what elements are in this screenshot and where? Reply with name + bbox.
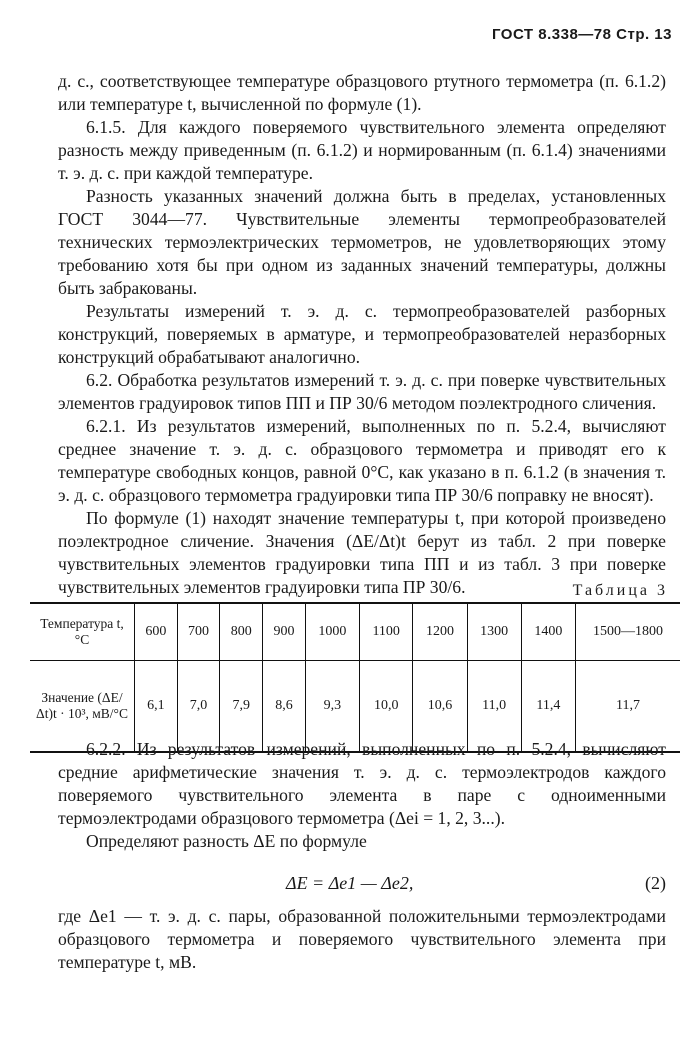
table-cell: 1200	[413, 603, 467, 661]
where-clause	[58, 905, 666, 974]
table-cell: 11,0	[467, 661, 521, 753]
where-line	[58, 905, 666, 974]
table-cell: 11,7	[576, 661, 681, 753]
table-cell: 800	[220, 603, 263, 661]
formula-2	[0, 873, 700, 901]
where-text: т. э. д. с. пары, образованной положительными термоэлектродами образцового термометра и поверяемого чувствительного элемента при температуре t, мВ.	[58, 906, 666, 972]
body-text-bottom	[58, 738, 666, 853]
paragraph-3: Разность указанных значений должна быть в пределах, установленных ГОСТ 3044—77. Чувствительные элементы термопреобразователей технических термоэлектрических термометров, не удовлетворяющих этому требованию хотя бы при одном из заданных значений температуры, должны быть забракованы.	[58, 186, 666, 298]
table-cell: 700	[177, 603, 220, 661]
table-cell: 6,1	[135, 661, 178, 753]
table-cell: 900	[263, 603, 306, 661]
table-cell: 1400	[521, 603, 575, 661]
paragraph-4: Результаты измерений т. э. д. с. термопреобразователей разборных конструкций, поверяемых в арматуре, и термопреобразователей неразборных конструкций обрабатывают аналогично.	[58, 301, 666, 367]
table-cell: 10,6	[413, 661, 467, 753]
temperature-table	[30, 602, 680, 753]
formula-expression: ΔE = Δe1 — Δe2,	[286, 873, 414, 893]
paragraph-8: 6.2.2. Из результатов измерений, выполненных по п. 5.2.4, вычисляют средние арифметические значения т. э. д. с. термоэлектродов каждого поверяемого чувствительного элемента в паре с одноименными термоэлектродами образцового термометра (Δei = 1, 2, 3...).	[58, 739, 666, 828]
table-caption: Таблица 3	[572, 582, 668, 599]
table-cell: 7,9	[220, 661, 263, 753]
paragraph-5: 6.2. Обработка результатов измерений т. э. д. с. при поверке чувствительных элементов градуировок типов ПП и ПР 30/6 методом поэлектродного сличения.	[58, 370, 666, 413]
paragraph-6: 6.2.1. Из результатов измерений, выполненных по п. 5.2.4, вычисляют среднее значение т. э. д. с. образцового термометра и приводят его к температуре свободных концов, равной 0°С, как указано в п. 6.1.2 (в значения т. э. д. с. образцового термометра градуировки типа ПР 30/6 поправку не вносят).	[58, 416, 666, 505]
table-cell: 9,3	[305, 661, 359, 753]
where-lead: где Δe1 —	[58, 906, 142, 926]
table-cell: 1500—1800	[576, 603, 681, 661]
table-row-temperature	[30, 603, 680, 661]
paragraph-1: д. с., соответствующее температуре образцового ртутного термометра (п. 6.1.2) или температуре t, вычисленной по формуле (1).	[58, 71, 666, 114]
table-cell: 11,4	[521, 661, 575, 753]
table-cell: 10,0	[360, 661, 413, 753]
table-cell: 1300	[467, 603, 521, 661]
table-cell: 1000	[305, 603, 359, 661]
paragraph-9: Определяют разность ΔE по формуле	[86, 831, 367, 851]
table-cell: 8,6	[263, 661, 306, 753]
body-text-top	[58, 70, 666, 599]
table-cell: 7,0	[177, 661, 220, 753]
formula-number: (2)	[645, 873, 666, 893]
table-cell: 1100	[360, 603, 413, 661]
page-header: ГОСТ 8.338—78 Стр. 13	[491, 26, 672, 43]
table-row-label: Значение (ΔE/Δt)t · 10³, мВ/°С	[36, 690, 128, 721]
paragraph-2: 6.1.5. Для каждого поверяемого чувствительного элемента определяют разность между приведенным (п. 6.1.2) и нормированным (п. 6.1.4) значениями т. э. д. с. при каждой температуре.	[58, 117, 666, 183]
table-cell: 600	[135, 603, 178, 661]
paragraph-7: По формуле (1) находят значение температуры t, при которой произведено поэлектродное сличение. Значения (ΔE/Δt)t берут из табл. 2 при поверке чувствительных элементов градуировки типа ПП и из табл. 3 при поверке чувствительных элементов градуировки типа ПР 30/6.	[58, 508, 666, 597]
table-row-label: Температура t, °С	[30, 603, 135, 661]
